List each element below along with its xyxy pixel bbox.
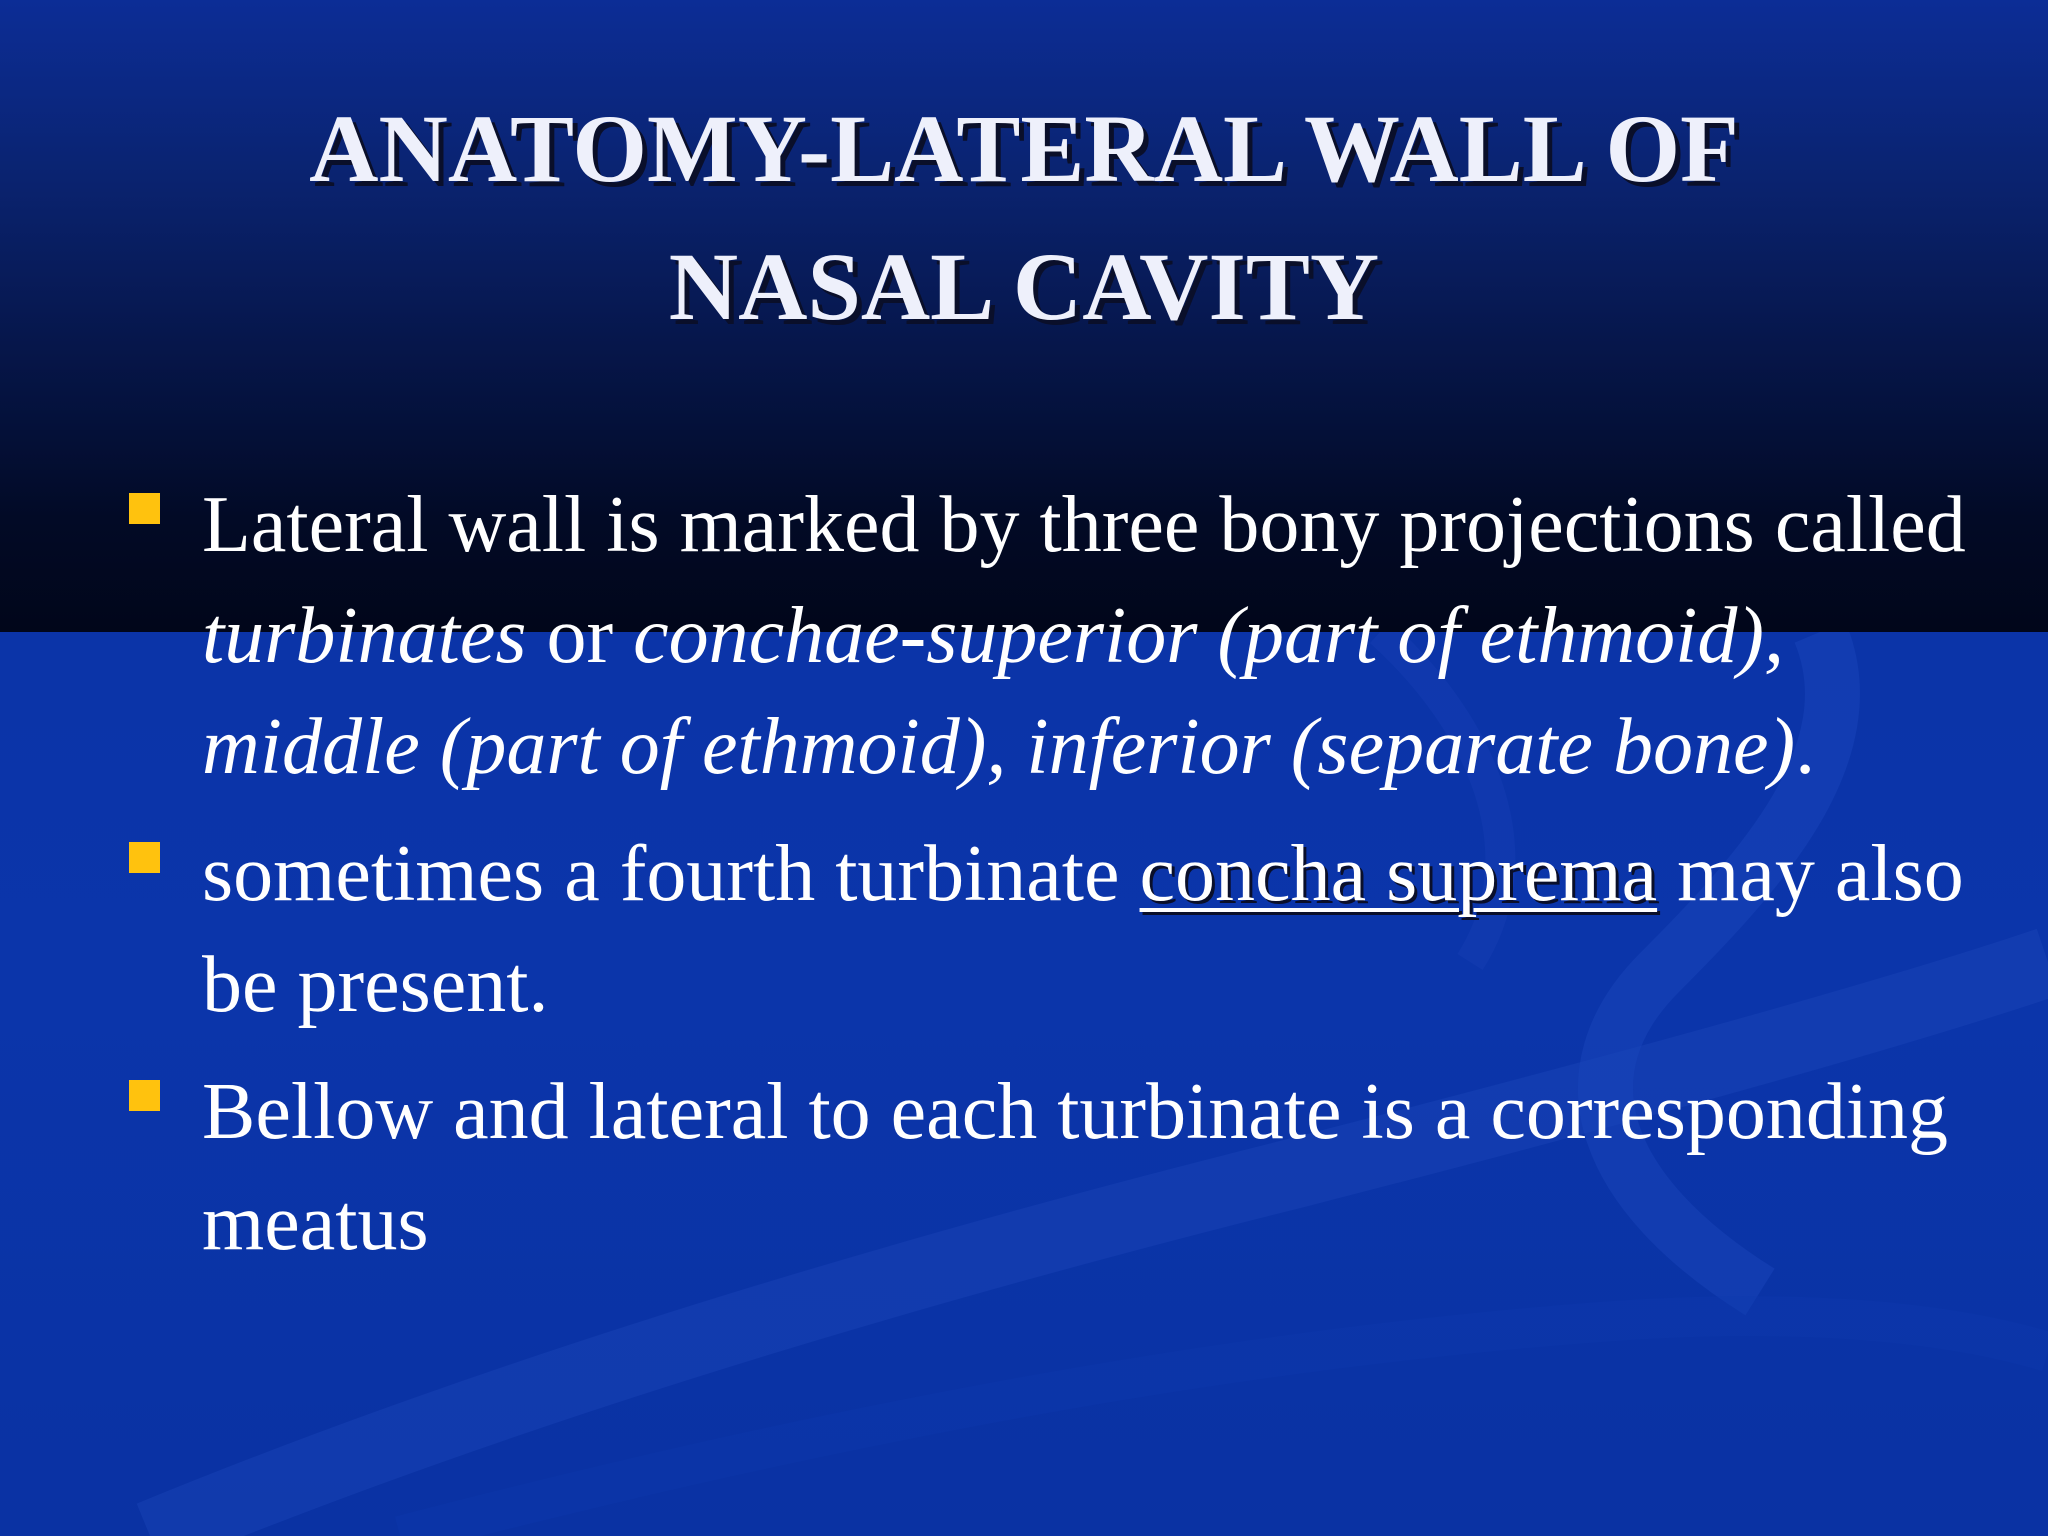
bullet-2-text: sometimes a fourth turbinate xyxy=(202,830,1140,918)
bullet-list xyxy=(125,470,2005,1295)
slide-title-line-1: ANATOMY-LATERAL WALL OF xyxy=(309,95,1739,202)
square-bullet-icon xyxy=(129,493,160,524)
slide-title xyxy=(0,80,2048,356)
bullet-1-italic-turbinates: turbinates xyxy=(202,592,527,680)
bullet-1-text-or: or xyxy=(526,592,634,680)
square-bullet-icon xyxy=(129,842,160,873)
bullet-3-text: Bellow and lateral to each turbinate is a corresponding meatus xyxy=(202,1068,1949,1267)
square-bullet-icon xyxy=(129,1080,160,1111)
bullet-2-text-end: may also be present. xyxy=(202,830,1964,1029)
bullet-item-1 xyxy=(125,470,2005,803)
bullet-1-text: Lateral wall is marked by three bony projections called xyxy=(202,481,1966,569)
bullet-item-2 xyxy=(125,819,2005,1041)
bullet-1-period: . xyxy=(1795,703,1816,791)
bullet-1-italic-conchae: conchae-superior (part of ethmoid), middle (part of ethmoid), inferior (separate bone) xyxy=(202,592,1796,791)
bullet-2-concha-suprema-link[interactable]: concha suprema xyxy=(1139,830,1658,918)
slide-title-line-2: NASAL CAVITY xyxy=(668,233,1380,340)
bullet-item-3 xyxy=(125,1057,2005,1279)
